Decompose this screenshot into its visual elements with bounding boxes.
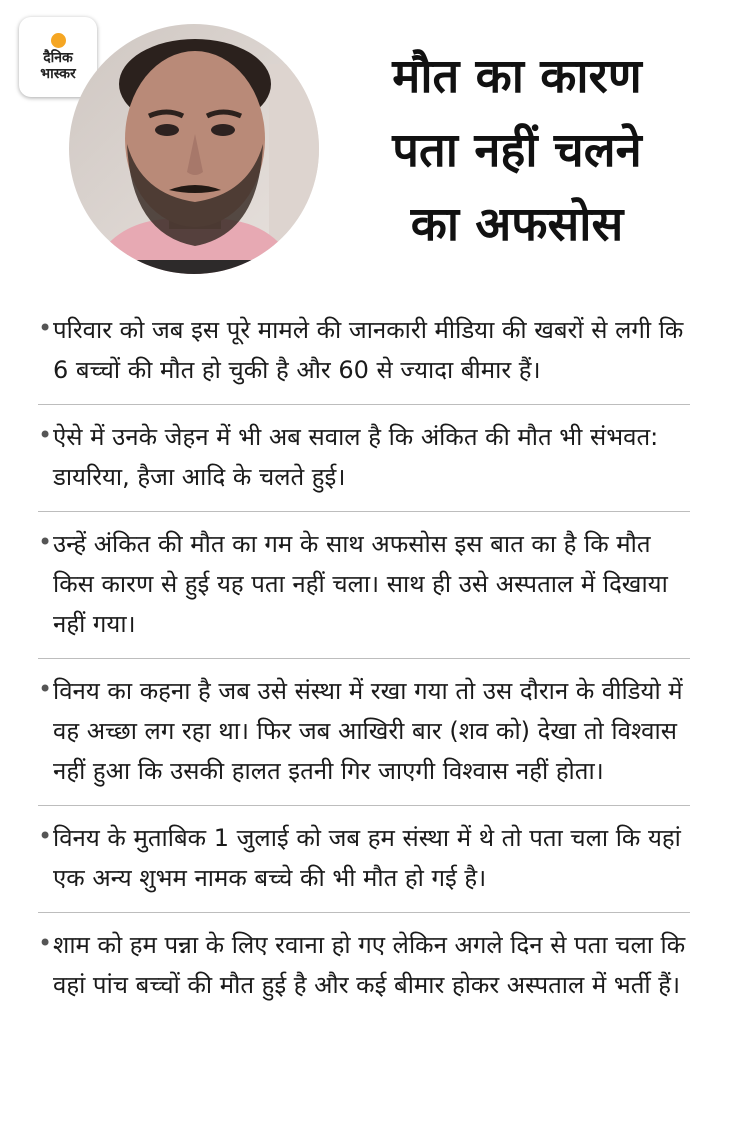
- bullet-list: [38, 298, 690, 1019]
- bullet-icon: •: [38, 822, 53, 850]
- bullet-icon: •: [38, 929, 53, 957]
- bullet-icon: •: [38, 421, 53, 449]
- list-item: [38, 405, 690, 512]
- bullet-icon: •: [38, 675, 53, 703]
- headline-line-3: का अफसोस: [410, 197, 624, 252]
- person-photo-icon: [69, 24, 319, 274]
- logo-text-top: दैनिक: [43, 49, 73, 66]
- bullet-icon: •: [38, 314, 53, 342]
- list-item-text: विनय के मुताबिक 1 जुलाई को जब हम संस्था में थे तो पता चला कि यहां एक अन्य शुभम नामक बच्चे की भी मौत हो गई है।: [53, 824, 681, 892]
- portrait-photo: [69, 24, 319, 274]
- list-item: [38, 512, 690, 659]
- list-item-text: विनय का कहना है जब उसे संस्था में रखा गया तो उस दौरान के वीडियो में वह अच्छा लग रहा था। फिर जब आखिरी बार (शव को) देखा तो विश्वास नहीं हुआ कि उसकी हालत इतनी गिर जाएगी विश्वास नहीं होता।: [53, 677, 683, 785]
- list-item: [38, 659, 690, 806]
- headline-line-2: पता नहीं चलने: [392, 123, 642, 178]
- sun-dot-icon: [51, 33, 66, 48]
- bullet-icon: •: [38, 528, 53, 556]
- list-item: [38, 913, 690, 1019]
- logo-text-bottom: भास्कर: [40, 65, 76, 82]
- list-item: [38, 806, 690, 913]
- list-item-text: परिवार को जब इस पूरे मामले की जानकारी मीडिया की खबरों से लगी कि 6 बच्चों की मौत हो चुकी है और 60 से ज्यादा बीमार हैं।: [53, 316, 684, 384]
- list-item: [38, 298, 690, 405]
- headline-line-1: मौत का कारण: [392, 49, 642, 104]
- list-item-text: ऐसे में उनके जेहन में भी अब सवाल है कि अंकित की मौत भी संभवत: डायरिया, हैजा आदि के चलते हुई।: [53, 423, 659, 491]
- headline: [332, 40, 702, 262]
- list-item-text: उन्हें अंकित की मौत का गम के साथ अफसोस इस बात का है कि मौत किस कारण से हुई यह पता नहीं चला। साथ ही उसे अस्पताल में दिखाया नहीं गया।: [53, 530, 668, 638]
- list-item-text: शाम को हम पन्ना के लिए रवाना हो गए लेकिन अगले दिन से पता चला कि वहां पांच बच्चों की मौत हुई है और कई बीमार होकर अस्पताल में भर्ती हैं।: [53, 931, 686, 999]
